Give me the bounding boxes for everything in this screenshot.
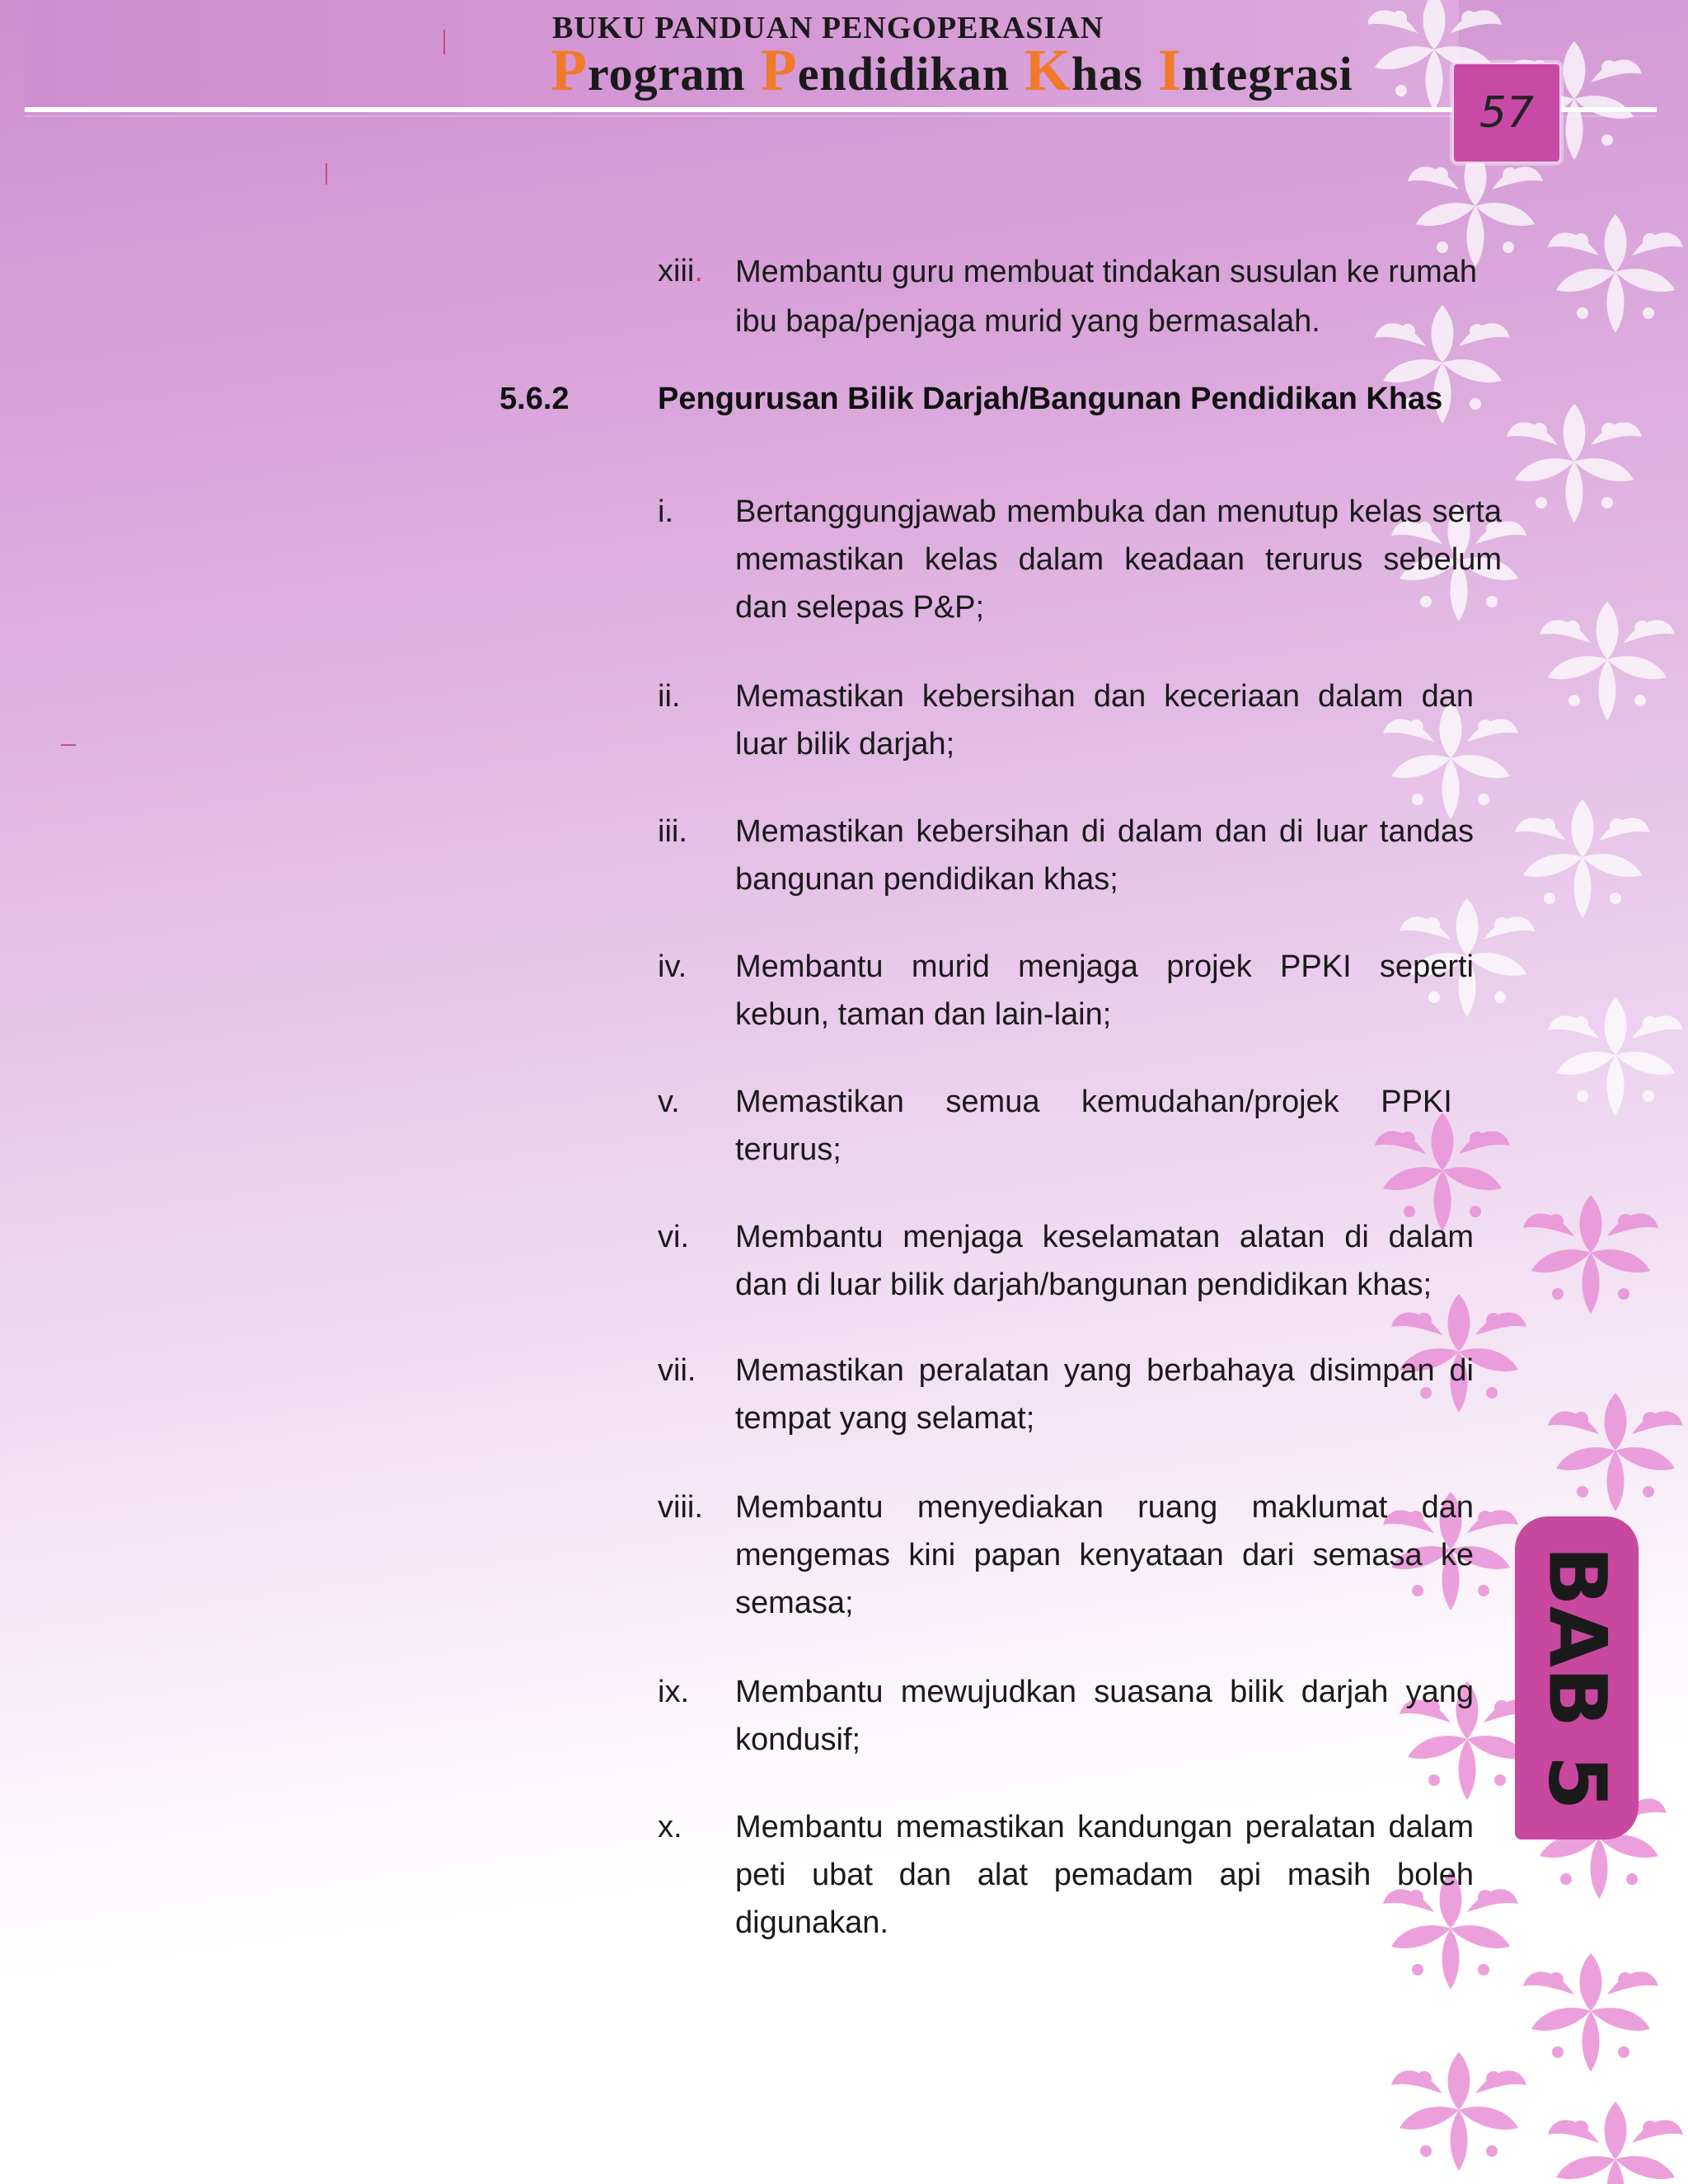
chapter-tab-label: BAB 5 [1531,1545,1624,1811]
list-numeral: vii. [658,1353,696,1388]
list-numeral: iv. [658,949,687,984]
section-title: Pengurusan Bilik Darjah/Bangunan Pendidikan Khas [658,382,1443,416]
list-numeral: vi. [658,1220,689,1254]
list-numeral: xiii. [658,254,703,288]
page-number: 57 [1452,63,1561,163]
title-word: Pendidikan [760,37,1010,103]
list-text: Memastikan semua kemudahan/projek PPKI terurus; [735,1085,1452,1167]
list-text: Memastikan kebersihan dan keceriaan dalam dan luar bilik darjah; [735,679,1474,762]
list-text: Membantu guru membuat tindakan susulan ke rumah ibu bapa/penjaga murid yang bermasalah. [735,255,1477,339]
list-numeral: i. [658,494,673,529]
title-word: Program [551,37,746,103]
list-text: Memastikan kebersihan di dalam dan di luar tandas bangunan pendidikan khas; [735,814,1474,897]
book-subtitle: BUKU PANDUAN PENGOPERASIAN [552,11,1104,45]
title-word: Integrasi [1157,37,1353,103]
list-numeral: iii. [658,814,687,849]
list-numeral: x. [658,1810,682,1844]
list-text: Membantu mewujudkan suasana bilik darjah yang kondusif; [735,1675,1474,1757]
list-numeral: ii. [658,679,681,714]
list-text: Membantu memastikan kandungan peralatan dalam peti ubat dan alat pemadam api masih boleh digunakan. [735,1810,1474,1940]
list-text: Memastikan peralatan yang berbahaya disimpan di tempat yang selamat; [735,1353,1474,1436]
list-numeral: ix. [658,1675,689,1709]
section-number: 5.6.2 [499,382,570,416]
list-text: Membantu menyediakan ruang maklumat dan mengemas kini papan kenyataan dari semasa ke semasa; [735,1490,1474,1620]
list-numeral: v. [658,1085,680,1119]
list-text: Bertanggungjawab membuka dan menutup kelas serta memastikan kelas dalam keadaan terurus sebelum dan selepas P&P; [735,494,1502,625]
title-word: Khas [1025,37,1143,103]
list-text: Membantu murid menjaga projek PPKI seperti kebun, taman dan lain-lain; [735,949,1474,1032]
list-text: Membantu menjaga keselamatan alatan di dalam dan di luar bilik darjah/bangunan pendidikan khas; [735,1220,1474,1302]
list-numeral: viii. [658,1490,703,1525]
